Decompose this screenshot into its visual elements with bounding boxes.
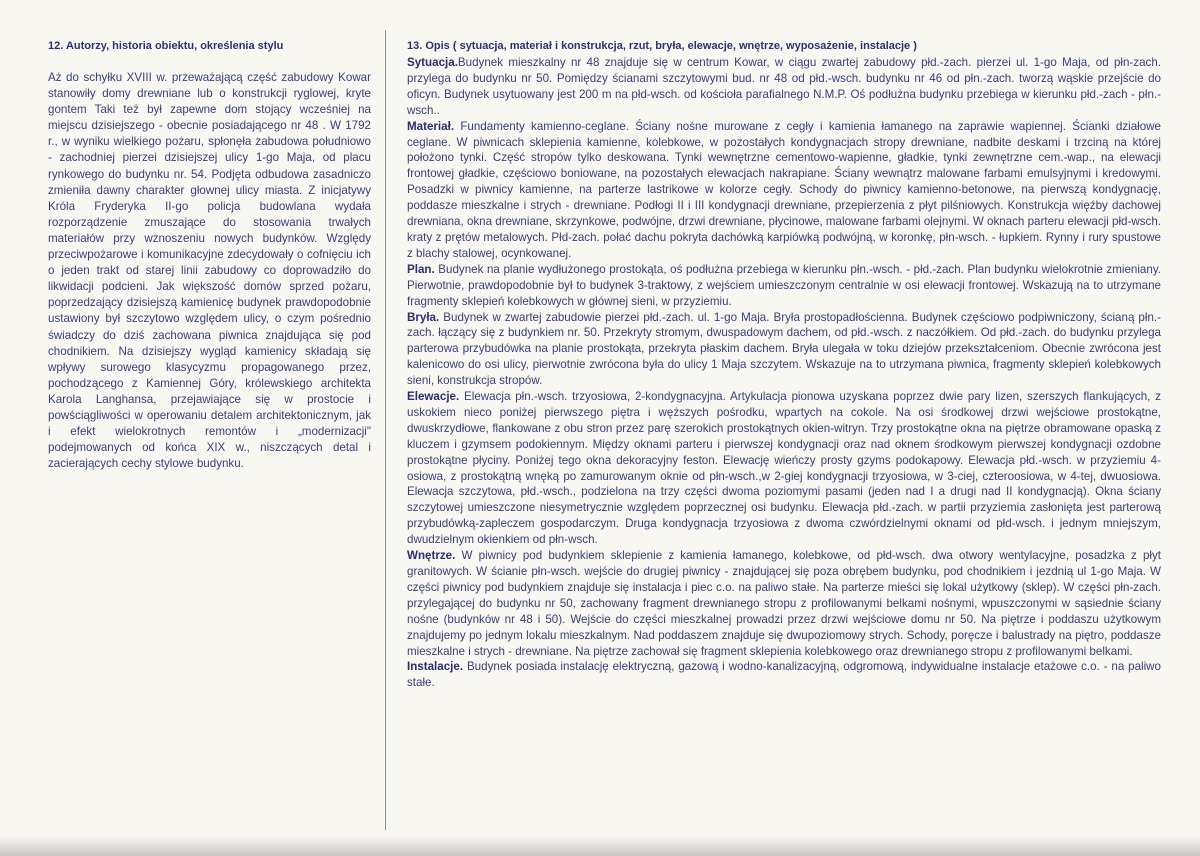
section-elevations <box>407 389 1161 548</box>
history-text: Aż do schyłku XVIII w. przeważającą część zabudowy Kowar stanowiły domy drewniane lub o konstrukcji ryglowej, kryte gontem Taki też był zapewne dom stojący wcześniej na miejscu dzisiejszego - obecnie posiadającego nr 48 . W 1792 r., w wyniku wielkiego pożaru, spłonęła zabudowa południowo - zachodniej pierzei dzisiejszej ulicy 1-go Maja, od placu rynkowego do budynku nr. 54. Podjęta odbudowa zasadniczo zmieniła dawny charakter głownej ulicy miasta. Z inicjatywy Króla Fryderyka II-go policja budowlana wydała rozporządzenie zmuszające do stosowania trwałych materiałów przy wznoszeniu nowych budynków. Względy przeciwpożarowe i komunikacyjne zdecydowały o cofnięciu ich o jeden trakt od starej linii zabudowy co doprowadziło do likwidacji podcieni. Jak większość domów sprzed pożaru, poprzedzający dzisiejszą kamienicę budynek prawdopodobnie ustawiony był szczytowo względem ulicy, o czym pośrednio świadczy do dziś zachowana piwnica znajdująca się pod chodnikiem. Na dzisiejszy wygląd kamienicy składają się wpływy surowego klasycyzmu propagowanego przez, pochodzącego z Kamiennej Góry, królewskiego architekta Karola Langhansa, przejawiające się w prostocie i powściągliwości w operowaniu detalem architektonicznym, jak i efekt wielokrotnych remontów i „modernizacji" podejmowanych od końca XIX w., niszczących detal i zacierających cechy stylowe budynku. <box>48 71 371 471</box>
section-interior <box>407 548 1161 659</box>
section-label: Plan. <box>407 262 435 276</box>
section-text: Elewacja płn.-wsch. trzyosiowa, 2-kondygnacyjna. Artykulacja pionowa uzyskana poprzez dwie pary lizen, szerszych flankujących, z uskokiem nieco poniżej pierwszego piętra i węższych pośrodku, wpartych na cokole. Na osi środkowej drzwi wejściowe prostokątne, dwuskrzydłowe, flankowane z obu stron przez parę szerokich prostokątnych okien-witryn. Trzy prostokątne okna na piętrze obramowane opaską z kluczem i gzymsem podokiennym. Między oknami parteru i pierwszej kondygnacji oraz nad oknem środkowym pierwszej kondygnacji ozdobne prostokątne płyciny. Poniżej tego okna dekoracyjny feston. Elewację wieńczy prosty gzyms podokapowy. Elewacja płd.-wsch. w przyziemiu 4-osiowa, z prostokątną wnęką po zamurowanym oknie od płn-wsch.,w 2-giej kondygnacji trzyosiowa, w 3-ciej, czteroosiowa, w 4-tej, dwuosiowa. Elewacja szczytowa, płd.-wsch., podzielona na trzy części dwoma poziomymi pasami (jeden nad I a drugi nad II kondygnacją). Okna ściany szczytowej umieszczone niesymetrycznie względem poprzecznej osi budynku. Elewacja płd.-zach. w partii przyziemia zasłonięta jest parterową przybudówką-zapleczem gospodarczym. Druga kondygnacja trzyosiowa z dwoma czwórdzielnymi oknami od płd-wsch. i jednym mniejszym, dwudzielnym okienkiem od płn-wsch. <box>407 390 1161 547</box>
section-massing <box>407 310 1161 390</box>
scan-shadow <box>0 836 1200 856</box>
section-installations <box>407 659 1161 691</box>
section-text: Fundamenty kamienno-ceglane. Ściany nośne murowane z cegły i kamienia łamanego na zaprawie wapiennej. Ścianki działowe ceglane. W piwnicach sklepienia kamienne, kolebkowe, w pozostałych kondygnacjach stropy drewniane, nadbite deskami i trzciną na której położono tynki. Część stropów tylko deskowana. Tynki wewnętrzne cementowo-wapienne, gładkie, tynki zewnętrzne cem.-wap., na elewacji frontowej gładkie, częściowo boniowane, na pozostałych elewacjach nakrapiane. Ściany wewnątrz malowane farbami emulsyjnymi i kredowymi. Posadzki w piwnicy kamienne, na parterze lastrikowe w kolorze cegły. Schody do piwnicy kamienno-betonowe, na pierwszą kondygnację, poddasze mieszkalne i strych - drewniane. Podłogi II i III kondygnacji drewniane, przepierzenia z płyt pilśniowych. Konstrukcja więźby dachowej drewniana, okna drewniane, skrzynkowe, podwójne, drzwi drewniane, płycinowe, malowane farbami olejnymi. W oknach parteru elewacji płd-wsch. kraty z prętów metalowych. Płd-zach. połać dachu pokryta dachówką karpiówką podwójną, w koronkę, płn-wsch. - łupkiem. Rynny i rury spustowe z blachy stalowej, ocynkowanej. <box>407 119 1161 260</box>
section-material <box>407 119 1161 262</box>
section-label: Materiał. <box>407 119 455 133</box>
section-label: Sytuacja. <box>407 56 458 69</box>
section-text: Budynek na planie wydłużonego prostokąta, oś podłużna przebiega w kierunku płn.-wsch. - płd.-zach. Plan budynku wielokrotnie zmieniany. Pierwotnie, prawdopodobnie był to budynek 3-traktowy, z wejściem umieszczonym centralnie w osi elewacji frontowej. Wskazują na to utrzymane fragmenty sklepień kolebkowych w głównej sieni, w przyziemiu. <box>407 262 1161 308</box>
right-column <box>407 40 1161 691</box>
section-plan <box>407 262 1161 310</box>
section-text: Budynek posiada instalację elektryczną, gazową i wodno-kanalizacyjną, odgromową, indywidualne instalacje etażowe c.o. - na paliwo stałe. <box>407 660 1161 690</box>
section-text: Budynek w zwartej zabudowie pierzei płd.-zach. ul. 1-go Maja. Bryła prostopadłościenna. Budynek częściowo podpiwniczony, ścianą płn.-zach. łączący się z budynkiem nr. 50. Przekryty stromym, dwuspadowym dachem, od płd.-wsch. z naczółkiem. Od płd.-zach. do budynku przylega parterowa przybudówka na planie prostokąta, przekryta płaskim dachem. Bryła ulegała w toku dziejów przekształceniom. Obecnie zwrócona jest kalenicowo do osi ulicy, pierwotnie zwrócona była do ulicy 1 Maja szczytem. Wskazuje na to utrzymana piwnica, fragmenty sklepień kolebkowych sieni, konstrukcja stropów. <box>407 310 1161 388</box>
section-label: Instalacje. <box>407 660 464 674</box>
history-heading: 12. Autorzy, historia obiektu, określenia stylu <box>48 40 284 52</box>
description-heading: 13. Opis ( sytuacja, materiał i konstrukcja, rzut, bryła, elewacje, wnętrze, wyposażenie, instalacje ) <box>407 40 917 52</box>
section-text: Budynek mieszkalny nr 48 znajduje się w centrum Kowar, w ciągu zwartej zabudowy płd.-zach. pierzei ul. 1-go Maja, od płn-zach. przylega do budynku nr 50. Pomiędzy ścianami szczytowymi bud. nr 48 od płd.-wsch. budynku nr 46 od płn.-zach. tworzą wąskie przejście do oficyn. Budynek usytuowany jest 200 m na płd-wsch. od kościoła parafialnego N.M.P. Oś podłużna budynku przebiega w kierunku płd.-zach - płn.-wsch.. <box>407 56 1161 117</box>
left-column <box>48 40 371 472</box>
section-label: Elewacje. <box>407 390 460 404</box>
section-situation <box>407 55 1161 119</box>
section-label: Wnętrze. <box>407 549 456 563</box>
section-text: W piwnicy pod budynkiem sklepienie z kamienia łamanego, kolebkowe, od płd-wsch. dwa otwory wentylacyjne, posadzka z płyt granitowych. W ścianie płn-wsch. wejście do drugiej piwnicy - znajdującej się poza obrębem budynku, pod chodnikiem i jezdnią ul 1-go Maja. W części piwnicy pod budynkiem znajduje się instalacja i piec c.o. na paliwo stałe. Na parterze mieści się lokal użytkowy (sklep). W części płn-zach. przylegającej do budynku nr 50, zachowany fragment drewnianego stropu z profilowanymi belkami nośnymi, wpuszczonymi w sąsiednie ściany nośne (budynków nr 48 i 50). Wejście do części mieszkalnej prowadzi przez drzwi wejściowe domu nr 50. Na piętrze i poddaszu użytkowym znajdujemy po jednym lokalu mieszkalnym. Nad poddaszem znajduje się dwupoziomowy strych. Schody, poręcze i balustrady na piętro, poddasze mieszkalne i strych - drewniane. Na piętrze zachował się fragment sklepienia kolebkowego oraz drewnianego stropu z profilowanymi belkami. <box>407 549 1161 658</box>
column-divider <box>385 30 386 830</box>
section-label: Bryła. <box>407 310 440 324</box>
